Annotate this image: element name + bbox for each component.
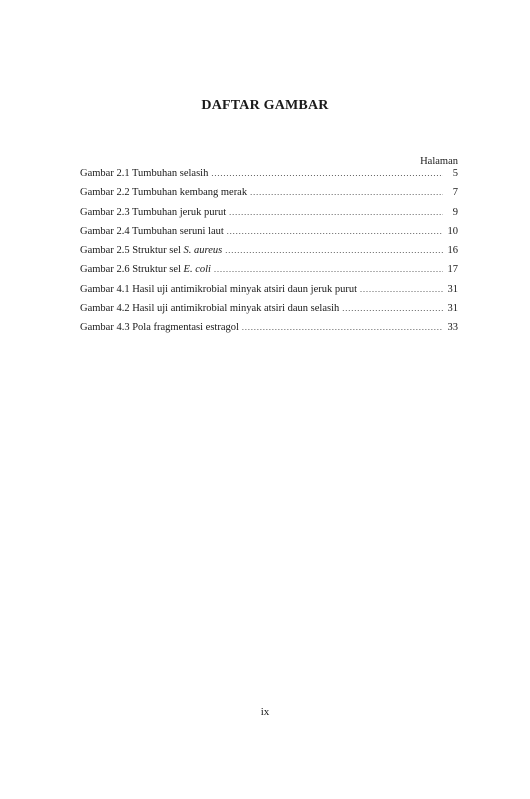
dot-leader [214, 265, 443, 274]
dot-leader [242, 323, 443, 332]
figure-entry[interactable] [80, 322, 458, 341]
figure-entry[interactable] [80, 187, 458, 206]
figure-entry-label: Gambar 4.3 Pola fragmentasi estragol [80, 322, 239, 334]
page-column-header: Halaman [420, 156, 458, 167]
figure-entry-page: 5 [452, 168, 458, 179]
dot-leader [360, 285, 443, 294]
figure-entry[interactable] [80, 303, 458, 322]
figure-entry-label: Gambar 2.5 Struktur sel S. aureus [80, 245, 223, 257]
figure-entry[interactable] [80, 284, 458, 303]
figure-entry-label: Gambar 2.2 Tumbuhan kembang merak [80, 187, 248, 199]
figure-entry-label: Gambar 2.6 Struktur sel E. coli [80, 264, 211, 276]
page-title: DAFTAR GAMBAR [201, 98, 329, 113]
figure-entry[interactable] [80, 168, 458, 187]
figure-entry-page: 31 [447, 283, 458, 295]
figure-entry-page: 31 [447, 303, 458, 315]
figure-entry-page: 10 [447, 225, 458, 237]
figure-entry-label: Gambar 2.3 Tumbuhan jeruk purut [80, 206, 227, 218]
figure-entry[interactable] [80, 264, 458, 283]
figure-list [80, 168, 458, 342]
dot-leader [211, 169, 443, 178]
dot-leader [227, 227, 443, 236]
dot-leader [342, 304, 443, 313]
figure-entry-label: Gambar 4.1 Hasil uji antimikrobial minyak atsiri daun jeruk purut [80, 283, 358, 295]
figure-entry-page: 33 [447, 322, 458, 334]
figure-entry-page: 7 [452, 187, 458, 199]
dot-leader [250, 188, 443, 197]
figure-entry[interactable] [80, 207, 458, 226]
figure-entry-page: 17 [447, 264, 458, 276]
figure-entry-page: 9 [452, 206, 458, 218]
figure-entry[interactable] [80, 226, 458, 245]
figure-entry-label: Gambar 2.1 Tumbuhan selasih [80, 168, 209, 179]
figure-entry-label: Gambar 4.2 Hasil uji antimikrobial minyak atsiri daun selasih [80, 303, 340, 315]
page-number: ix [260, 706, 270, 718]
figure-entry-page: 16 [447, 245, 458, 257]
figure-entry-label: Gambar 2.4 Tumbuhan seruni laut [80, 225, 224, 237]
dot-leader [229, 208, 443, 217]
figure-entry[interactable] [80, 245, 458, 264]
dot-leader [225, 246, 443, 255]
